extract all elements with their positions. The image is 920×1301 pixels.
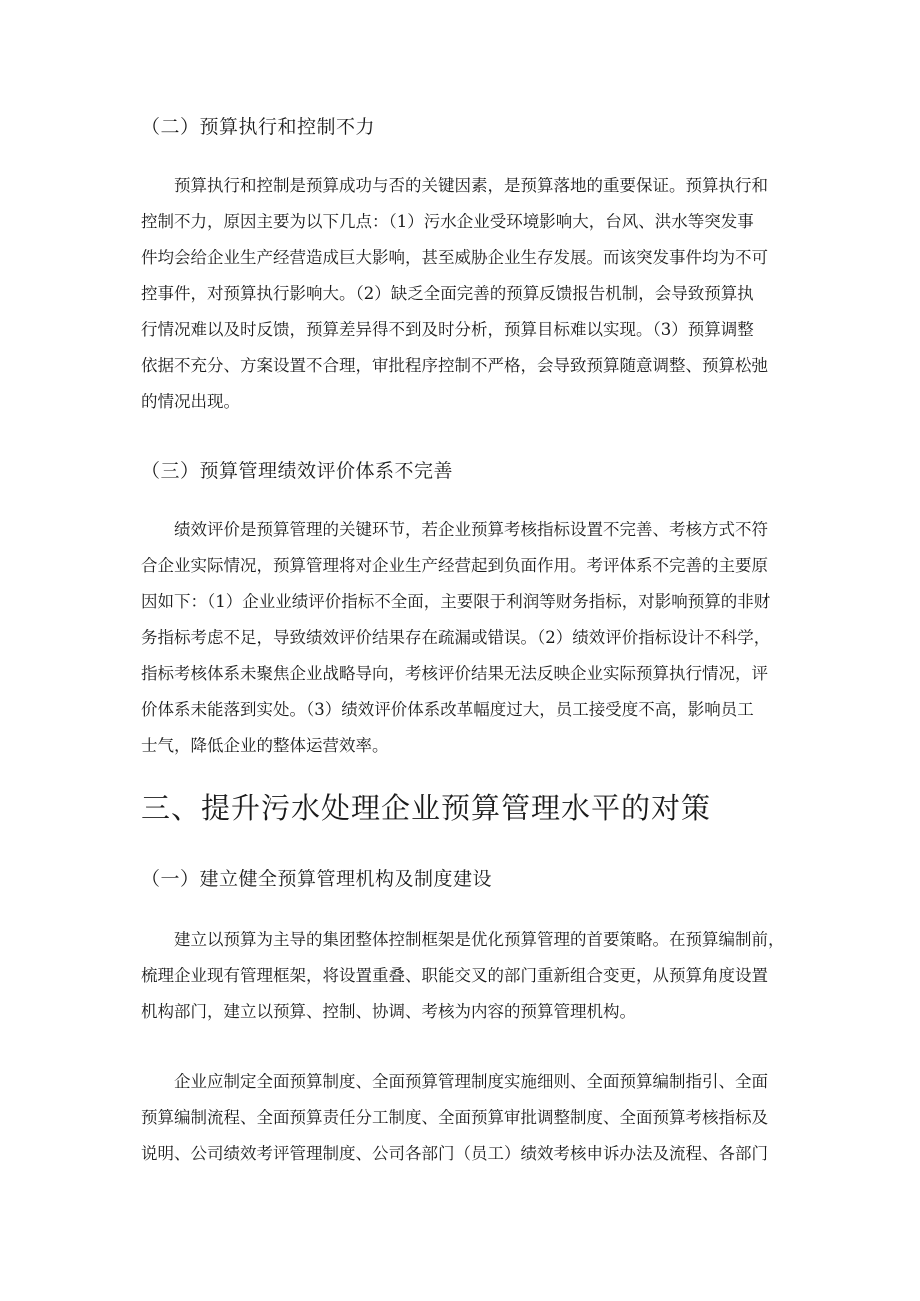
text-line: 士气，降低企业的整体运营效率。 — [141, 736, 389, 755]
text-line: 合企业实际情况，预算管理将对企业生产经营起到负面作用。考评体系不完善的主要原 — [141, 556, 768, 575]
section-heading-2: （二）预算执行和控制不力 — [141, 116, 376, 138]
section-heading-1: （一）建立健全预算管理机构及制度建设 — [141, 868, 493, 890]
text-line: 的情况出现。 — [141, 392, 240, 411]
text-line: 建立以预算为主导的集团整体控制框架是优化预算管理的首要策略。在预算编制前， — [174, 930, 785, 949]
text-line: 指标考核体系未聚焦企业战略导向，考核评价结果无法反映企业实际预算执行情况，评 — [141, 664, 768, 683]
paragraph-organization — [141, 922, 785, 1030]
text-line: 控制不力，原因主要为以下几点：（1）污水企业受环境影响大，台风、洪水等突发事 — [141, 212, 754, 231]
text-line: 价体系未能落到实处。（3）绩效评价体系改革幅度过大，员工接受度不高，影响员工 — [141, 700, 754, 719]
text-line: 绩效评价是预算管理的关键环节，若企业预算考核指标设置不完善、考核方式不符 — [174, 520, 768, 539]
text-line: 说明、公司绩效考评管理制度、公司各部门（员工）绩效考核申诉办法及流程、各部门 — [141, 1144, 768, 1163]
text-line: 梳理企业现有管理框架，将设置重叠、职能交叉的部门重新组合变更，从预算角度设置 — [141, 966, 768, 985]
text-line: 预算执行和控制是预算成功与否的关键因素，是预算落地的重要保证。预算执行和 — [174, 176, 768, 195]
text-line: 行情况难以及时反馈，预算差异得不到及时分析，预算目标难以实现。（3）预算调整 — [141, 320, 754, 339]
paragraph-system-building — [141, 1064, 781, 1172]
text-line: 控事件，对预算执行影响大。（2）缺乏全面完善的预算反馈报告机制，会导致预算执 — [141, 284, 754, 303]
paragraph-performance-evaluation — [141, 512, 781, 764]
text-line: 企业应制定全面预算制度、全面预算管理制度实施细则、全面预算编制指引、全面 — [174, 1072, 768, 1091]
paragraph-budget-execution — [141, 168, 781, 420]
text-line: 因如下：（1）企业业绩评价指标不全面，主要限于利润等财务指标，对影响预算的非财 — [141, 592, 771, 611]
text-line: 依据不充分、方案设置不合理，审批程序控制不严格，会导致预算随意调整、预算松弛 — [141, 356, 768, 375]
text-line: 务指标考虑不足，导致绩效评价结果存在疏漏或错误。（2）绩效评价指标设计不科学， — [141, 628, 771, 647]
section-heading-3: （三）预算管理绩效评价体系不完善 — [141, 460, 454, 482]
text-line: 机构部门，建立以预算、控制、协调、考核为内容的预算管理机构。 — [141, 1002, 636, 1021]
chapter-heading: 三、提升污水处理企业预算管理水平的对策 — [141, 791, 712, 825]
text-line: 件均会给企业生产经营造成巨大影响，甚至威胁企业生存发展。而该突发事件均为不可 — [141, 248, 768, 267]
text-line: 预算编制流程、全面预算责任分工制度、全面预算审批调整制度、全面预算考核指标及 — [141, 1108, 768, 1127]
